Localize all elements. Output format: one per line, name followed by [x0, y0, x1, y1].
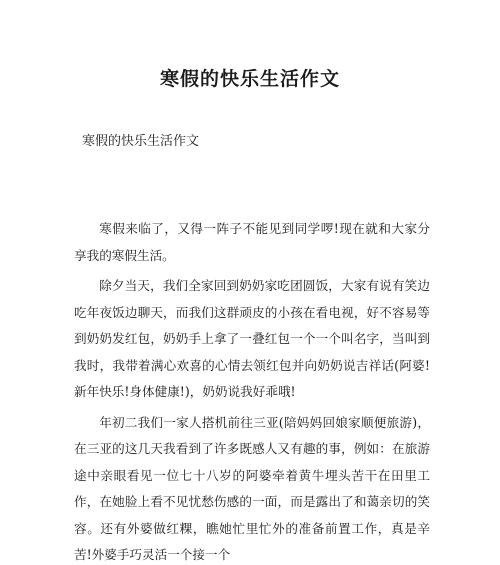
paragraph-2: 除夕当天，我们全家回到奶奶家吃团圆饭，大家有说有笑边吃年夜饭边聊天，而我们这群顽皮的小孩在看电视，好不容易等到奶奶发红包，奶奶手上拿了一叠红包一个一个叫名字，当叫到我时，我带着满心欢喜的心情去领红包并向奶奶说吉祥话(阿婆!新年快乐!身体健康!)，奶奶说我好乖哦!	[74, 278, 430, 399]
paragraph-1: 寒假来临了，又得一阵子不能见到同学啰!现在就和大家分享我的寒假生活。	[74, 221, 430, 263]
document-subtitle: 寒假的快乐生活作文	[82, 134, 200, 149]
document-title: 寒假的快乐生活作文	[159, 68, 340, 90]
document-body	[74, 216, 430, 565]
paragraph-3: 年初二我们一家人搭机前往三亚(陪妈妈回娘家顺便旅游)，在三亚的这几天我看到了许多既感人又有趣的事，例如：在旅游途中亲眼看见一位七十八岁的阿婆牵着黄牛埋头苦干在田里工作，在她脸上看不见忧愁伤感的一面，而是露出了和蔼亲切的笑容。还有外婆做红粿，瞧她忙里忙外的准备前置工作，真是辛苦!外婆手巧灵活一个接一个	[74, 414, 430, 562]
